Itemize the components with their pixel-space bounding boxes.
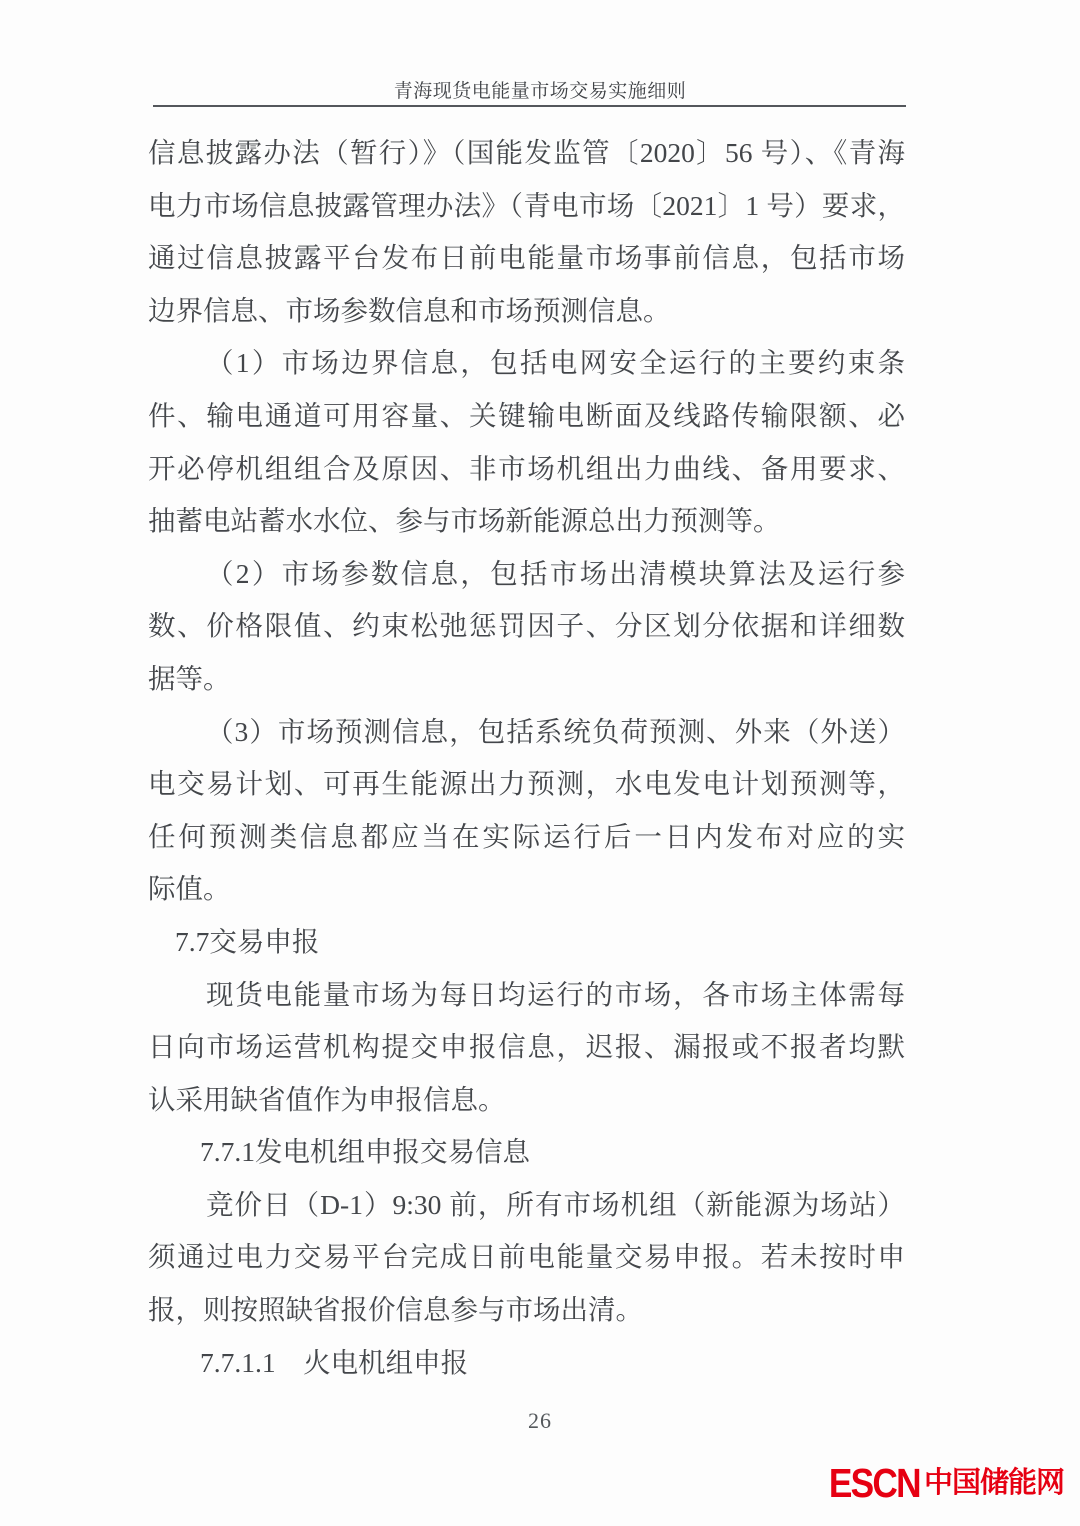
page-number: 26 [528,1408,552,1433]
text-line: 报，则按照缺省报价信息参与市场出清。 [148,1294,643,1326]
text-line: （3）市场预测信息，包括系统负荷预测、外来（外送） [206,715,905,747]
text-line: 件、输电通道可用容量、关键输电断面及线路传输限额、必 [148,399,905,431]
text-line: （1）市场边界信息，包括电网安全运行的主要约束条 [206,347,905,379]
document-body [148,127,905,1389]
text-line: 边界信息、市场参数信息和市场预测信息。 [148,294,671,326]
escn-logo-chinese-text: 中国储能网 [923,1467,1064,1499]
text-line: 际值。 [148,873,231,905]
text-line: 通过信息披露平台发布日前电能量市场事前信息，包括市场 [148,242,905,274]
text-line: 数、价格限值、约束松弛惩罚因子、分区划分依据和详细数 [148,610,905,642]
text-line: 认采用缺省值作为申报信息。 [148,1083,506,1115]
heading-line: 7.7.1发电机组申报交易信息 [200,1136,530,1168]
heading-line: 7.7交易申报 [175,925,320,957]
heading-line: 7.7.1.1 火电机组申报 [200,1346,469,1378]
running-header-title: 青海现货电能量市场交易实施细则 [393,81,687,102]
text-line: 电力市场信息披露管理办法》（青电市场〔2021〕1 号）要求， [148,189,905,221]
text-line: 任何预测类信息都应当在实际运行后一日内发布对应的实 [148,820,905,852]
text-line: 抽蓄电站蓄水水位、参与市场新能源总出力预测等。 [148,505,781,537]
text-line: 竞价日（D-1）9:30 前，所有市场机组（新能源为场站） [206,1188,905,1220]
text-line: 须通过电力交易平台完成日前电能量交易申报。若未按时申 [148,1241,905,1273]
text-line: 据等。 [148,662,231,694]
text-line: （2）市场参数信息，包括市场出清模块算法及运行参 [206,557,905,589]
text-line: 日向市场运营机构提交申报信息，迟报、漏报或不报者均默 [148,1031,905,1063]
text-line: 信息披露办法（暂行）》（国能发监管〔2020〕56 号）、《青海 [148,137,905,168]
text-line: 电交易计划、可再生能源出力预测，水电发电计划预测等， [148,768,905,800]
escn-watermark-logo [814,1460,1064,1506]
text-line: 开必停机组组合及原因、非市场机组出力曲线、备用要求、 [148,452,905,484]
text-line: 现货电能量市场为每日均运行的市场，各市场主体需每 [206,978,905,1010]
escn-logo-latin-text: ESCN [828,1460,920,1506]
header-divider [153,105,906,107]
